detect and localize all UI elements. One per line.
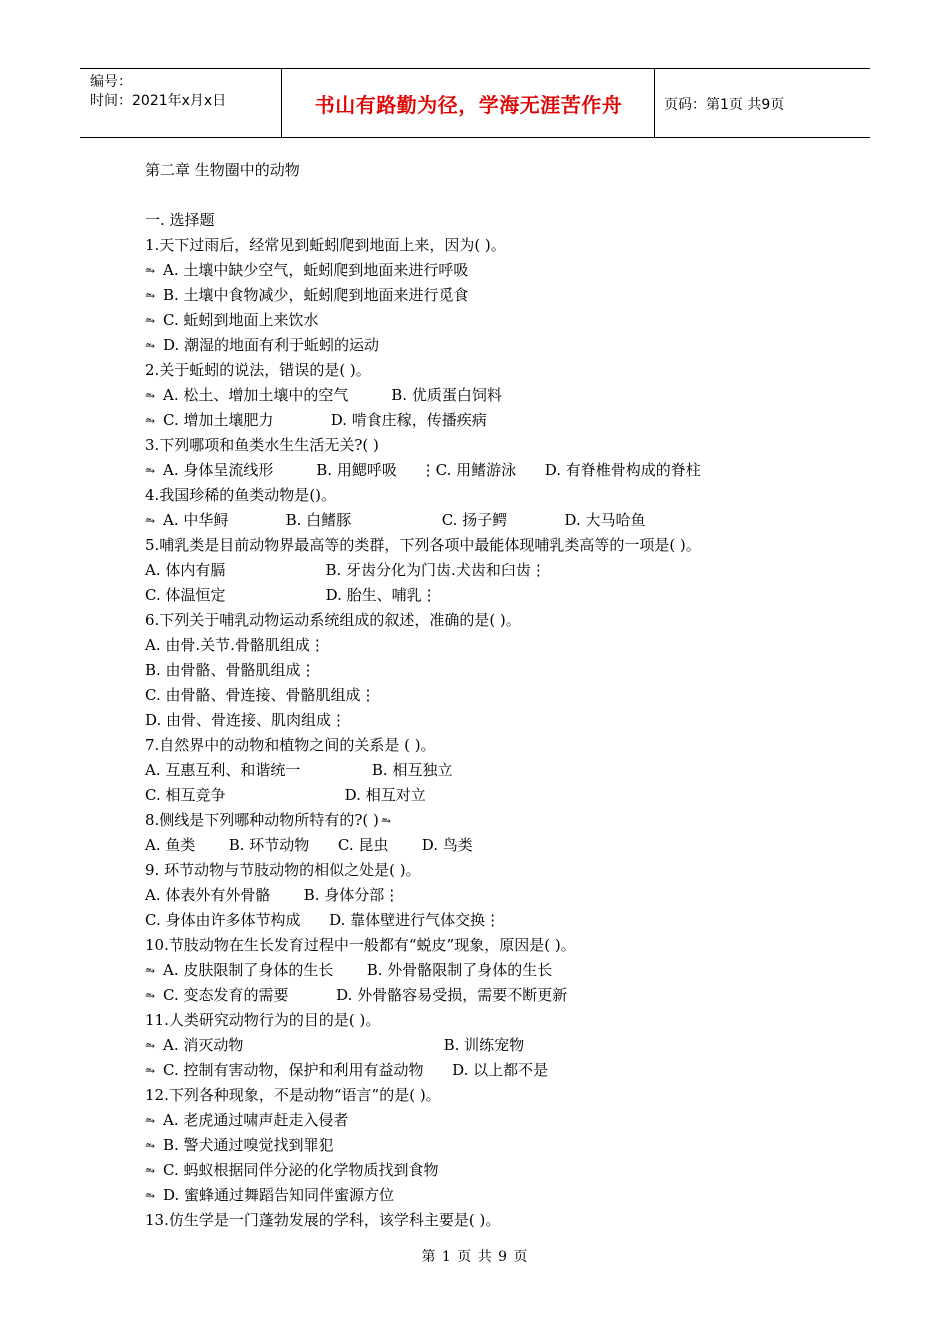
- line-text: C. 相互竞争 D. 相互对立: [145, 786, 426, 804]
- text-line: [145, 808, 845, 833]
- line-text: A. 体内有膈 B. 牙齿分化为门齿.犬齿和臼齿⋮: [145, 561, 546, 579]
- time-label: 时间：2021年x月x日: [90, 93, 227, 109]
- text-line: [145, 283, 845, 308]
- page-footer: 第 1 页 共 9 页: [421, 1249, 529, 1265]
- header-left-block: [90, 73, 226, 111]
- text-line: [145, 633, 845, 658]
- bullet-mark-icon: ⥲: [145, 1164, 156, 1178]
- text-line: [145, 733, 845, 758]
- line-text: A. 土壤中缺少空气，蚯蚓爬到地面来进行呼吸: [163, 261, 469, 279]
- chapter-title: 第二章 生物圈中的动物: [145, 161, 300, 179]
- text-line: [145, 1133, 845, 1158]
- text-line: [145, 433, 845, 458]
- line-text: C. 身体由许多体节构成 D. 靠体壁进行气体交换⋮: [145, 911, 501, 929]
- bullet-mark-icon: ⥲: [145, 264, 156, 278]
- line-text: 1.天下过雨后，经常见到蚯蚓爬到地面上来，因为( )。: [145, 236, 506, 254]
- line-text: 3.下列哪项和鱼类水生生活无关?( ): [145, 436, 379, 454]
- header-divider-left: [281, 69, 282, 137]
- line-text: A. 松土、增加土壤中的空气 B. 优质蛋白饲料: [163, 386, 502, 404]
- bullet-mark-icon: ⥲: [145, 1114, 156, 1128]
- line-text: A. 消灭动物 B. 训练宠物: [163, 1036, 525, 1054]
- line-text: 7.自然界中的动物和植物之间的关系是 ( )。: [145, 736, 436, 754]
- line-text: C. 变态发育的需要 D. 外骨骼容易受损，需要不断更新: [163, 986, 568, 1004]
- text-line: [145, 758, 845, 783]
- text-line: [145, 783, 845, 808]
- text-line: [145, 983, 845, 1008]
- text-line: [145, 883, 845, 908]
- text-line: [145, 558, 845, 583]
- bullet-mark-icon: ⥲: [145, 289, 156, 303]
- text-line: [145, 258, 845, 283]
- text-line: [145, 1008, 845, 1033]
- text-line: [145, 833, 845, 858]
- text-line: [145, 933, 845, 958]
- line-text: 12.下列各种现象，不是动物“语言”的是( )。: [145, 1086, 441, 1104]
- bullet-mark-icon: ⥲: [145, 1064, 156, 1078]
- line-text: D. 蜜蜂通过舞蹈告知同伴蜜源方位: [163, 1186, 395, 1204]
- bullet-mark-icon: ⥲: [145, 514, 156, 528]
- line-text: 8.侧线是下列哪种动物所特有的?( ): [145, 811, 379, 829]
- line-text: C. 由骨骼、骨连接、骨骼肌组成⋮: [145, 686, 376, 704]
- text-line: [145, 858, 845, 883]
- line-text: 一. 选择题: [145, 211, 215, 229]
- bullet-mark-icon: ⥲: [145, 964, 156, 978]
- bullet-mark-icon: ⥲: [145, 389, 156, 403]
- page-header: [80, 68, 870, 138]
- text-line: [145, 533, 845, 558]
- line-text: 10.节肢动物在生长发育过程中一般都有“蜕皮”现象，原因是( )。: [145, 936, 576, 954]
- text-line: [145, 1183, 845, 1208]
- text-line: [145, 908, 845, 933]
- text-line: [145, 1083, 845, 1108]
- text-line: [145, 508, 845, 533]
- question-list: [145, 208, 845, 1233]
- text-line: [145, 1158, 845, 1183]
- line-text: 13.仿生学是一门蓬勃发展的学科，该学科主要是( )。: [145, 1211, 501, 1229]
- line-text: A. 互惠互利、和谐统一 B. 相互独立: [145, 761, 453, 779]
- line-text: A. 中华鲟 B. 白鳍豚 C. 扬子鳄 D. 大马哈鱼: [163, 511, 646, 529]
- bullet-mark-icon: ⥲: [145, 1139, 156, 1153]
- bullet-mark-icon: ⥲: [145, 314, 156, 328]
- text-line: [145, 683, 845, 708]
- line-text: B. 由骨骼、骨骼肌组成⋮: [145, 661, 316, 679]
- text-line: [145, 333, 845, 358]
- line-text: 9. 环节动物与节肢动物的相似之处是( )。: [145, 861, 421, 879]
- header-motto: 书山有路勤为径，学海无涯苦作舟: [314, 93, 623, 117]
- text-line: [145, 408, 845, 433]
- text-line: [145, 208, 845, 233]
- text-line: [145, 308, 845, 333]
- serial-label: 编号：: [90, 74, 132, 90]
- text-line: [145, 583, 845, 608]
- line-text: C. 蚯蚓到地面上来饮水: [163, 311, 319, 329]
- bullet-mark-icon: ⥲: [145, 339, 156, 353]
- text-line: [145, 383, 845, 408]
- line-text: 2.关于蚯蚓的说法，错误的是( )。: [145, 361, 371, 379]
- text-line: [145, 233, 845, 258]
- bullet-mark-icon: ⥲: [145, 414, 156, 428]
- text-line: [145, 958, 845, 983]
- bullet-mark-icon: ⥲: [145, 1189, 156, 1203]
- line-text: 5.哺乳类是目前动物界最高等的类群，下列各项中最能体现哺乳类高等的一项是( )。: [145, 536, 701, 554]
- line-text: A. 由骨.关节.骨骼肌组成⋮: [145, 636, 325, 654]
- text-line: [145, 483, 845, 508]
- line-text: A. 鱼类 B. 环节动物 C. 昆虫 D. 鸟类: [145, 836, 473, 854]
- line-text: D. 潮湿的地面有利于蚯蚓的运动: [163, 336, 380, 354]
- line-text: 6.下列关于哺乳动物运动系统组成的叙述，准确的是( )。: [145, 611, 521, 629]
- line-text: 11.人类研究动物行为的目的是( )。: [145, 1011, 381, 1029]
- line-text: A. 身体呈流线形 B. 用鳃呼吸 ⋮C. 用鳍游泳 D. 有脊椎骨构成的脊柱: [163, 461, 701, 479]
- text-line: [145, 608, 845, 633]
- line-text: A. 体表外有外骨骼 B. 身体分部⋮: [145, 886, 400, 904]
- text-line: [145, 708, 845, 733]
- line-text: D. 由骨、骨连接、肌肉组成⋮: [145, 711, 347, 729]
- line-text: B. 警犬通过嗅觉找到罪犯: [163, 1136, 334, 1154]
- bullet-mark-icon: ⥲: [380, 814, 391, 828]
- line-text: C. 体温恒定 D. 胎生、哺乳⋮: [145, 586, 437, 604]
- text-line: [145, 358, 845, 383]
- line-text: 4.我国珍稀的鱼类动物是()。: [145, 486, 337, 504]
- line-text: B. 土壤中食物减少，蚯蚓爬到地面来进行觅食: [163, 286, 469, 304]
- line-text: C. 增加土壤肥力 D. 啃食庄稼，传播疾病: [163, 411, 487, 429]
- text-line: [145, 1058, 845, 1083]
- line-text: C. 蚂蚁根据同伴分泌的化学物质找到食物: [163, 1161, 439, 1179]
- text-line: [145, 658, 845, 683]
- header-page-info: 页码：第1页 共9页: [664, 97, 785, 113]
- text-line: [145, 1108, 845, 1133]
- header-divider-right: [654, 69, 655, 137]
- line-text: A. 皮肤限制了身体的生长 B. 外骨骼限制了身体的生长: [163, 961, 553, 979]
- document-body: [145, 158, 845, 1233]
- bullet-mark-icon: ⥲: [145, 1039, 156, 1053]
- line-text: A. 老虎通过啸声赶走入侵者: [163, 1111, 349, 1129]
- text-line: [145, 1033, 845, 1058]
- bullet-mark-icon: ⥲: [145, 989, 156, 1003]
- text-line: [145, 458, 845, 483]
- bullet-mark-icon: ⥲: [145, 464, 156, 478]
- line-text: C. 控制有害动物，保护和利用有益动物 D. 以上都不是: [163, 1061, 549, 1079]
- text-line: [145, 1208, 845, 1233]
